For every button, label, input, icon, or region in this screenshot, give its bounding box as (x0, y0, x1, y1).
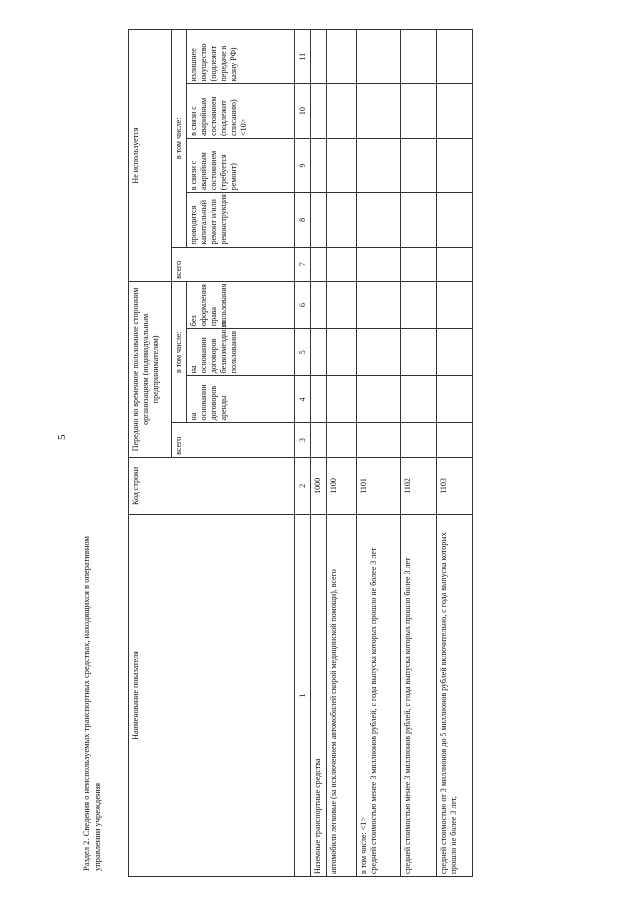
cell[interactable] (311, 193, 327, 247)
cell[interactable] (311, 423, 327, 457)
header-capital-repair: проводится капитальный ремонт и/или реконструкция (187, 193, 295, 247)
cell[interactable] (437, 30, 473, 84)
cell[interactable] (327, 193, 357, 247)
column-numbers-row (295, 30, 311, 877)
cell[interactable] (401, 193, 437, 247)
header-transferred-including: в том числе: (172, 281, 187, 423)
cell[interactable] (437, 247, 473, 281)
cell[interactable] (437, 193, 473, 247)
cell[interactable] (437, 376, 473, 423)
col-number: 5 (295, 329, 311, 376)
table-row (401, 30, 437, 877)
cell[interactable] (401, 84, 437, 138)
cell[interactable] (327, 30, 357, 84)
cell[interactable] (357, 84, 401, 138)
header-transferred-total: всего (172, 423, 295, 457)
cell[interactable] (437, 281, 473, 328)
cell[interactable] (437, 84, 473, 138)
table-row (327, 30, 357, 877)
header-code: Код строки (129, 457, 295, 514)
col-number: 8 (295, 193, 311, 247)
row-code: 1100 (327, 457, 357, 514)
cell[interactable] (311, 30, 327, 84)
cell[interactable] (311, 376, 327, 423)
col-number: 1 (295, 515, 311, 877)
cell[interactable] (327, 138, 357, 192)
cell[interactable] (327, 84, 357, 138)
cell[interactable] (357, 423, 401, 457)
cell[interactable] (401, 423, 437, 457)
cell[interactable] (327, 329, 357, 376)
row-code: 1000 (311, 457, 327, 514)
cell[interactable] (401, 376, 437, 423)
cell[interactable] (327, 281, 357, 328)
cell[interactable] (357, 138, 401, 192)
col-number: 3 (295, 423, 311, 457)
table-row (311, 30, 327, 877)
cell[interactable] (401, 247, 437, 281)
table-row (437, 30, 473, 877)
cell[interactable] (401, 138, 437, 192)
row-name: средней стоимостью менее 3 миллионов рублей, с года выпуска которых прошло более 3 лет (401, 515, 437, 877)
cell[interactable] (401, 281, 437, 328)
cell[interactable] (311, 329, 327, 376)
cell[interactable] (311, 138, 327, 192)
header-not-used: Не используется (129, 30, 172, 282)
cell[interactable] (437, 329, 473, 376)
col-number: 9 (295, 138, 311, 192)
col-number: 4 (295, 376, 311, 423)
header-no-formalization: без оформления права пользования (187, 281, 295, 328)
cell[interactable] (357, 281, 401, 328)
header-free-use: на основании договоров безвозмездного пользования (187, 329, 295, 376)
header-transferred: Передано во временное пользование сторонним организациям (индивидуальным предпринимателям) (129, 281, 172, 457)
row-name: Наземные транспортные средства (311, 515, 327, 877)
vehicles-table (128, 29, 473, 877)
cell[interactable] (437, 423, 473, 457)
cell[interactable] (437, 138, 473, 192)
cell[interactable] (357, 376, 401, 423)
table-row (357, 30, 401, 877)
row-code: 1103 (437, 457, 473, 514)
header-not-used-total: всего (172, 247, 295, 281)
header-name: Наименование показателя (129, 515, 295, 877)
cell[interactable] (401, 329, 437, 376)
row-name: средней стоимостью от 3 миллионов до 5 миллионов рублей включительно, с года выпуска которых прошло не более 3 лет, (437, 515, 473, 877)
cell[interactable] (327, 376, 357, 423)
row-code: 1101 (357, 457, 401, 514)
cell[interactable] (311, 84, 327, 138)
page-number: 5 (56, 434, 68, 440)
cell[interactable] (311, 247, 327, 281)
row-code: 1102 (401, 457, 437, 514)
cell[interactable] (357, 193, 401, 247)
cell[interactable] (357, 329, 401, 376)
col-number: 7 (295, 247, 311, 281)
cell[interactable] (401, 30, 437, 84)
header-accident-writeoff: в связи с аварийным состоянием (подлежит списанию) <10> (187, 84, 295, 138)
cell[interactable] (311, 281, 327, 328)
row-name: автомобили легковые (за исключением автомобилей скорой медицинской помощи), всего (327, 515, 357, 877)
cell[interactable] (357, 247, 401, 281)
header-accident-repair: в связи с аварийным состоянием (требуется ремонт) (187, 138, 295, 192)
section-title: Раздел 2. Сведения о неиспользуемых транспортных средствах, находящихся в оперативном управлении учреждения (81, 536, 102, 871)
header-surplus: излишнее имущество (подлежит передаче в казну РФ) (187, 30, 295, 84)
cell[interactable] (327, 423, 357, 457)
cell[interactable] (357, 30, 401, 84)
rotated-page-content (81, 27, 601, 877)
col-number: 10 (295, 84, 311, 138)
cell[interactable] (327, 247, 357, 281)
header-not-used-including: в том числе: (172, 30, 187, 248)
header-lease: на основании договоров аренды (187, 376, 295, 423)
row-name: в том числе: <1> средней стоимостью менее 3 миллионов рублей, с года выпуска которых прошло не более 3 лет (357, 515, 401, 877)
col-number: 6 (295, 281, 311, 328)
col-number: 11 (295, 30, 311, 84)
col-number: 2 (295, 457, 311, 514)
